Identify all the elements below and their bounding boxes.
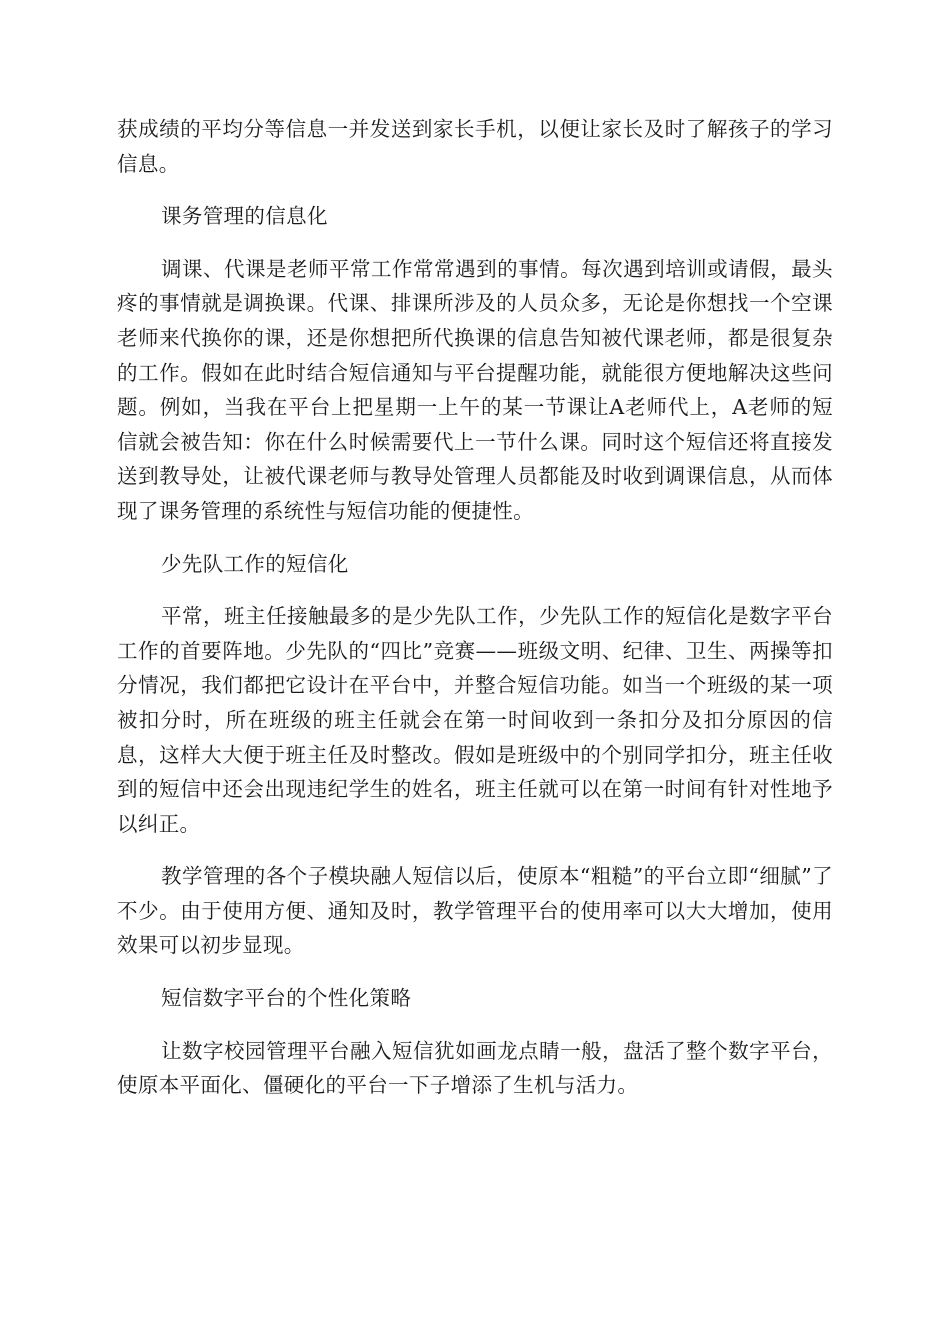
paragraph-teaching-management: 教学管理的各个子模块融人短信以后，使原本“粗糙”的平台立即“细腻”了不少。由于使用方便、通知及时，教学管理平台的使用率可以大大增加，使用效果可以初步显现。	[117, 864, 833, 958]
paragraph-continued: 获成绩的平均分等信息一并发送到家长手机，以便让家长及时了解孩子的学习信息。	[117, 117, 833, 176]
heading-personalization-strategy: 短信数字平台的个性化策略	[161, 986, 412, 1011]
heading-course-management: 课务管理的信息化	[161, 204, 328, 229]
paragraph-personalization-strategy: 让数字校园管理平台融入短信犹如画龙点睛一般，盘活了整个数字平台，使原本平面化、僵硬化的平台一下子增添了生机与活力。	[117, 1038, 833, 1098]
paragraph-young-pioneers: 平常，班主任接触最多的是少先队工作，少先队工作的短信化是数字平台工作的首要阵地。少先队的“四比”竞赛——班级文明、纪律、卫生、两操等扣分情况，我们都把它设计在平台中，并整合短信功能。如当一个班级的某一项被扣分时，所在班级的班主任就会在第一时间收到一条扣分及扣分原因的信息，这样大大便于班主任及时整改。假如是班级中的个别同学扣分，班主任收到的短信中还会出现违纪学生的姓名，班主任就可以在第一时间有针对性地予以纠正。	[117, 604, 833, 836]
heading-young-pioneers: 少先队工作的短信化	[161, 551, 349, 576]
paragraph-course-management: 调课、代课是老师平常工作常常遇到的事情。每次遇到培训或请假，最头疼的事情就是调换课。代课、排课所涉及的人员众多，无论是你想找一个空课老师来代换你的课，还是你想把所代换课的信息告知被代课老师，都是很复杂的工作。假如在此时结合短信通知与平台提醒功能，就能很方便地解决这些问题。例如，当我在平台上把星期一上午的某一节课让A老师代上，A老师的短信就会被告知：你在什么时候需要代上一节什么课。同时这个短信还将直接发送到教导处，让被代课老师与教导处管理人员都能及时收到调课信息，从而体现了课务管理的系统性与短信功能的便捷性。	[117, 256, 833, 523]
document-body	[117, 112, 833, 1121]
